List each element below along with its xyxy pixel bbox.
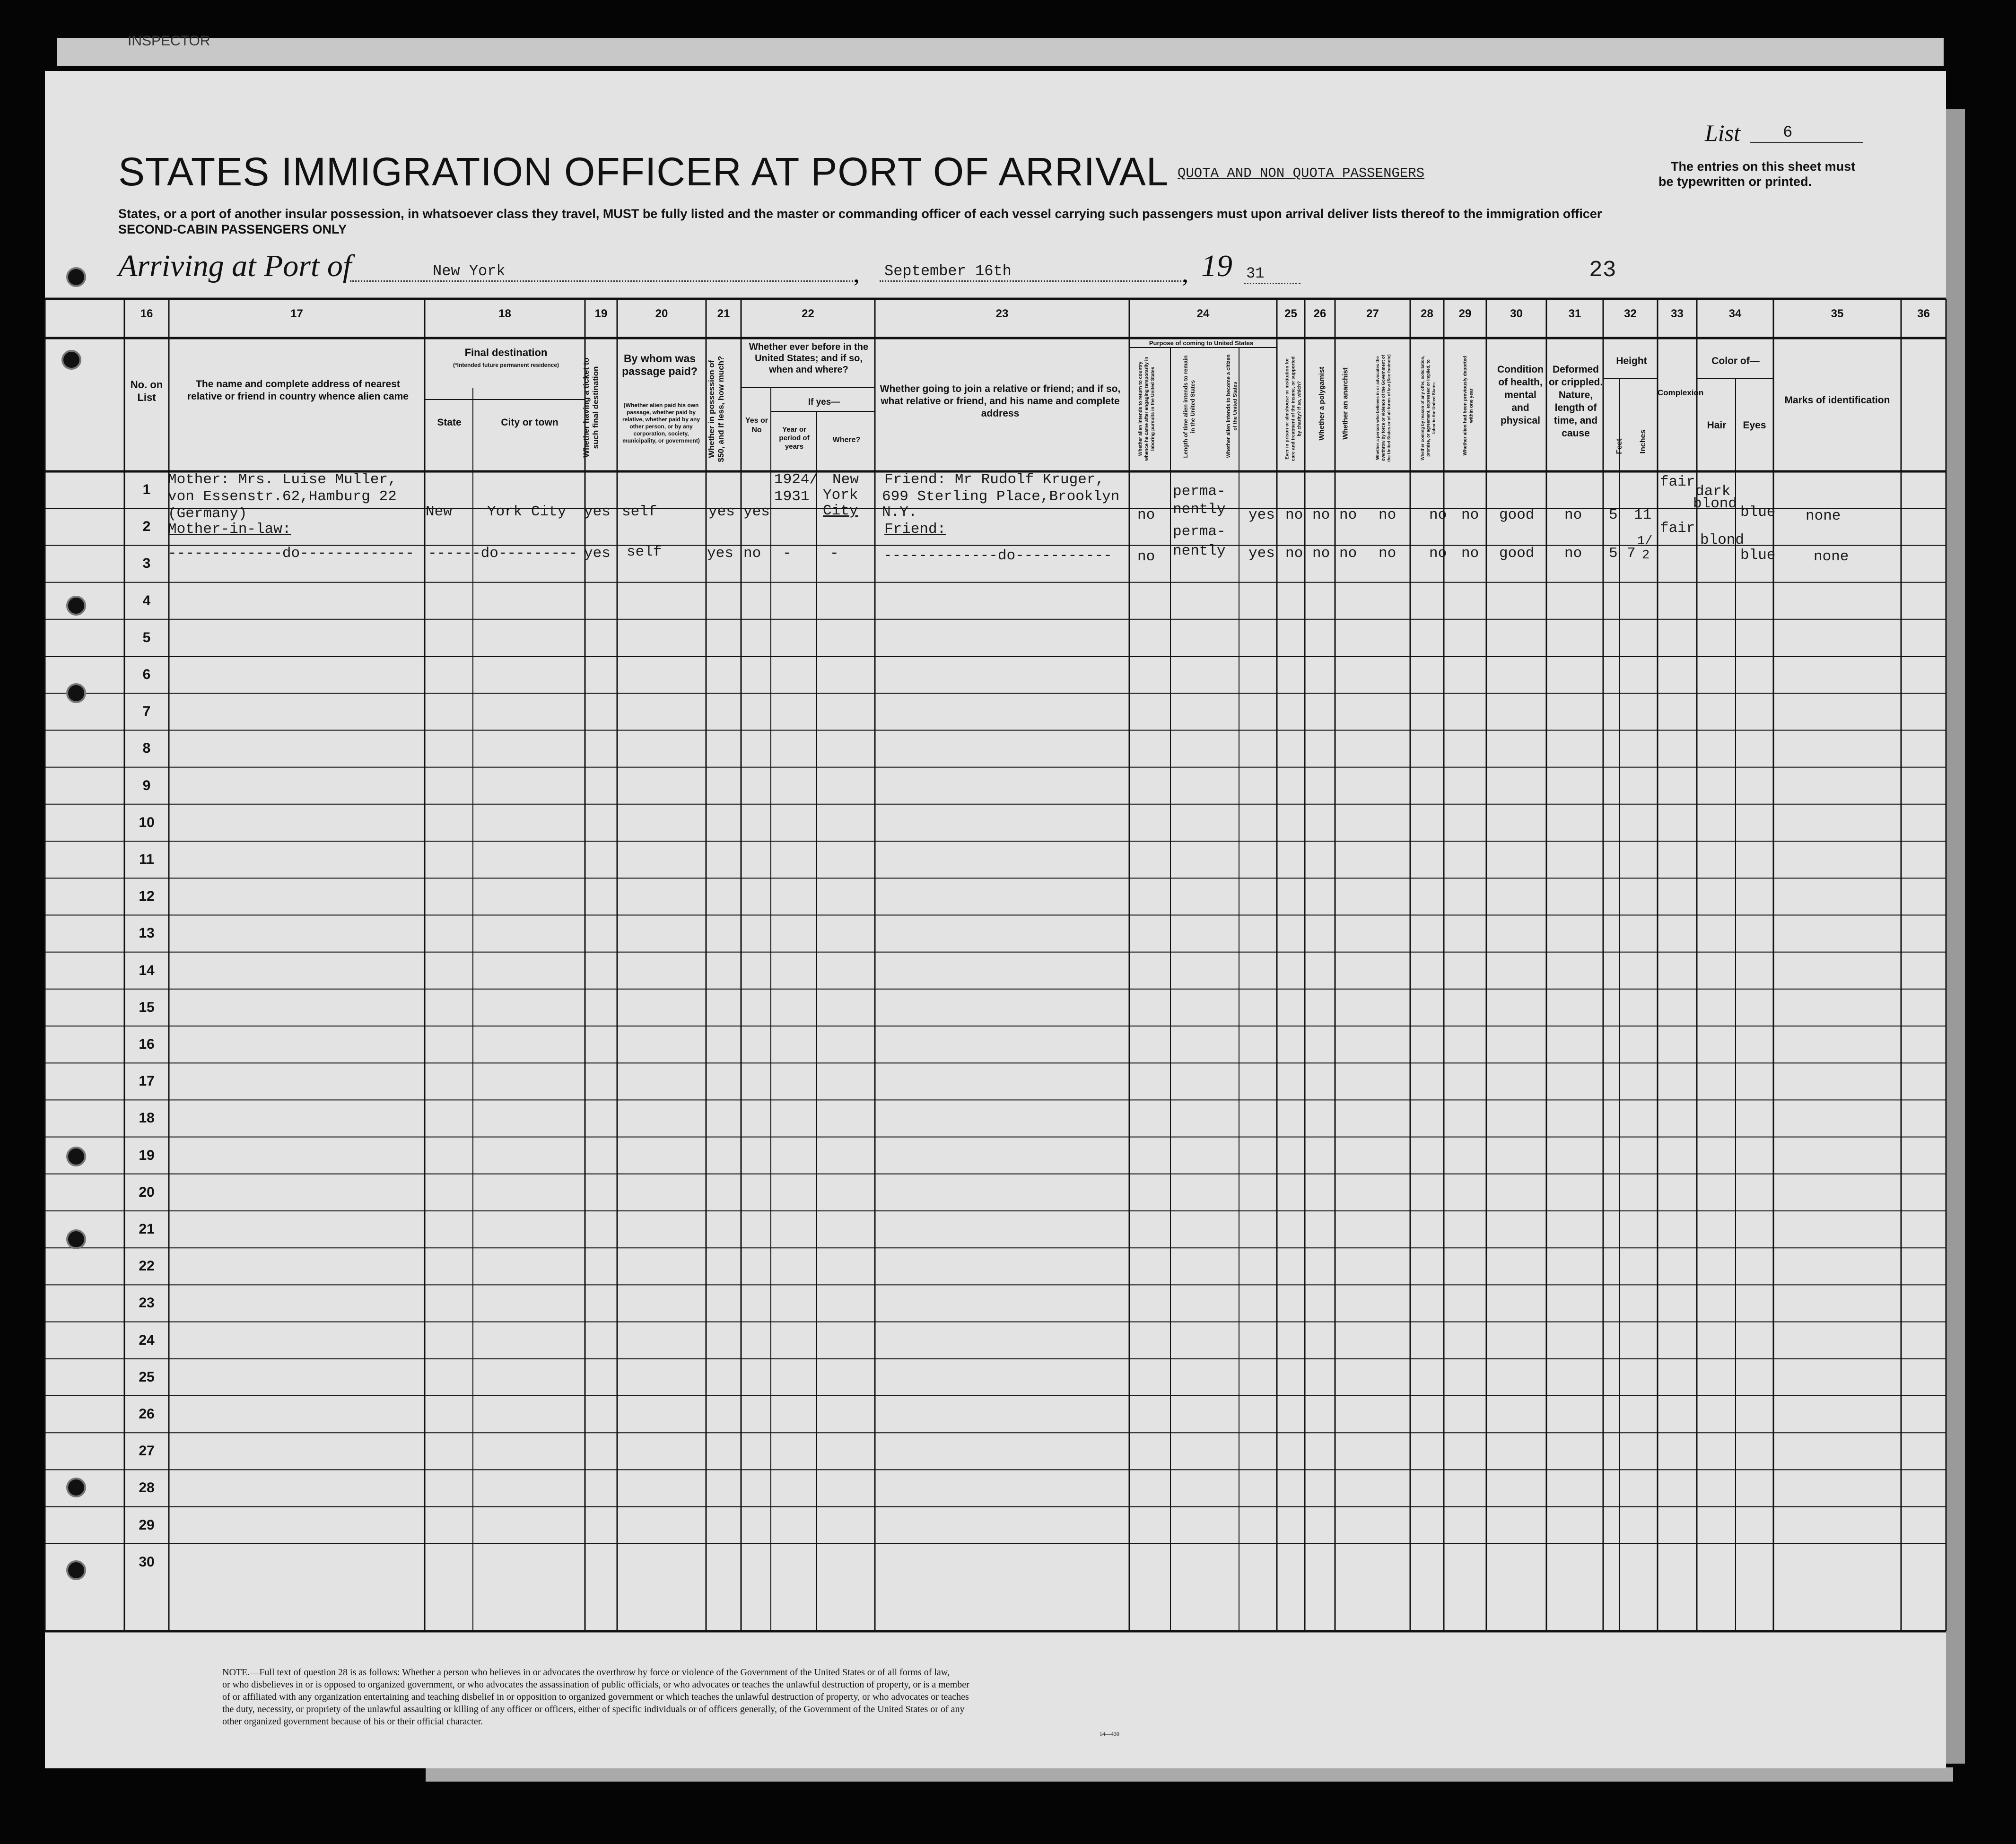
row1-join-2: 699 Sterling Place,Brooklyn (882, 488, 1120, 505)
binder-hole-icon (66, 1229, 86, 1249)
row1-city: York City (487, 504, 567, 520)
row2-inches-frac-1: 1/ (1637, 534, 1653, 548)
row-number: 2 (142, 519, 151, 535)
column-number: 29 (1458, 307, 1472, 320)
column-number: 22 (802, 307, 814, 320)
binder-hole-icon (66, 683, 86, 703)
row2-relative-line2: -------------do------------- (168, 545, 414, 562)
row2-citizen: yes (1248, 545, 1275, 562)
row-number: 11 (139, 852, 154, 867)
footnote-line-5: other organized government because of his or their official character. (222, 1716, 483, 1727)
arriving-label: Arriving at Port of (118, 249, 352, 283)
header-state: State (437, 417, 462, 428)
header-height: Height (1616, 356, 1647, 366)
row2-anarchist: no (1339, 545, 1357, 562)
row1-contract: no (1429, 507, 1447, 523)
row1-relative-line2: von Essenstr.62,Hamburg 22 (168, 488, 397, 505)
row-number: 13 (139, 925, 155, 941)
header-deported: Whether alien had been previously deported within one year (1463, 356, 1474, 456)
row-number: 15 (139, 999, 155, 1015)
row1-eyes: blue (1740, 504, 1776, 521)
column-number: 19 (594, 307, 608, 320)
row2-hair: blond (1700, 532, 1745, 548)
row2-ticket: yes (584, 545, 611, 562)
row1-length-1: perma- (1173, 483, 1226, 500)
column-number: 23 (995, 307, 1009, 320)
header-feet: Feet (1615, 438, 1623, 454)
row1-deformed: no (1564, 507, 1582, 523)
row1-years-2: 1931 (774, 488, 810, 505)
column-number: 16 (140, 307, 153, 320)
binder-hole-icon (66, 1560, 86, 1580)
header-citizen: Whether alien intends to become a citizen of the United States (1226, 354, 1238, 458)
row-number: 23 (139, 1295, 155, 1311)
header-hair: Hair (1707, 420, 1727, 431)
binder-hole-icon (61, 350, 81, 370)
header-prison: Ever in prison or almshouse or institution for care and treatment of the insane, or supported by charity? If so, which? (1284, 356, 1302, 461)
footnote-line-3: of or affiliated with any organization entertaining and teaching disbelief in or opposition to organized government or which teaches the unlawful destruction of property, or who advocates or teaches (222, 1692, 969, 1702)
row1-where-2: York (823, 487, 858, 504)
header-if-yes: If yes— (808, 397, 840, 407)
row1-complexion: fair (1660, 474, 1695, 490)
header-color-of: Color of— (1711, 356, 1760, 366)
row2-feet: 5 (1609, 545, 1618, 562)
row-number: 16 (139, 1036, 155, 1052)
row2-eyes: blue (1740, 547, 1776, 564)
row1-anarchist: no (1339, 507, 1357, 523)
header-ticket: Whether having a ticket to such final destination (582, 357, 600, 458)
column-number: 21 (717, 307, 730, 320)
header-before-in-us: Whether ever before in the United States; and if so, when and where? (749, 342, 869, 375)
arrival-date: September 16th (884, 262, 1012, 280)
header-year-period: Year or period of years (779, 426, 810, 451)
header-purpose: Purpose of coming to United States (1149, 339, 1254, 347)
header-final-destination: Final destination (464, 347, 548, 358)
header-polygamist: Whether a polygamist (1318, 366, 1326, 441)
header-yes-no: Yes or No (745, 417, 768, 434)
typewriter-note-1: The entries on this sheet must (1671, 159, 1856, 174)
comma-2: , (1182, 261, 1188, 287)
header-overthrow: Whether a person who believes in or advocates the overthrow by force or violence of the Government of the United States or of all forms of law (See footnote) (1375, 354, 1391, 462)
row2-inches-whole: 7 (1627, 545, 1636, 562)
column-number: 32 (1624, 307, 1637, 320)
row1-length-2: nently (1173, 501, 1226, 518)
header-city: City or town (501, 417, 559, 428)
header-marks: Marks of identification (1784, 395, 1890, 406)
column-number: 24 (1196, 307, 1210, 320)
row2-length-2: nently (1173, 543, 1226, 559)
row1-relative-line3: (Germany) (168, 505, 247, 522)
row1-where-3: City (823, 503, 858, 519)
comma-1: , (854, 261, 860, 287)
typewriter-note-2: be typewritten or printed. (1658, 174, 1812, 189)
header-final-destination-note: (*Intended future permanent residence) (453, 362, 559, 368)
sheet-number: 23 (1589, 258, 1616, 283)
row1-hair-1: dark (1695, 483, 1731, 500)
row-number: 19 (139, 1147, 155, 1163)
instruction-text: States, or a port of another insular possession, in whatsoever class they travel, MUST be fully listed and the master or commanding officer of each vessel carrying such passengers must upon arrival deliver lists thereof to the immigration officer (118, 207, 1602, 221)
row-number: 24 (139, 1332, 155, 1348)
column-number: 20 (655, 307, 668, 320)
row-number: 21 (139, 1221, 155, 1237)
footnote-line-4: the duty, necessity, or propriety of the unlawful assaulting or killing of any officer or officers, either of specific individuals or of officers generally, of the Government of the United States or of any (222, 1704, 965, 1714)
row2-deformed: no (1564, 545, 1582, 562)
column-number: 34 (1728, 307, 1742, 320)
row2-prison: no (1285, 545, 1303, 562)
column-number: 17 (290, 307, 303, 320)
row-number: 14 (139, 962, 155, 978)
page-title: STATES IMMIGRATION OFFICER AT PORT OF ARRIVAL (118, 149, 1169, 194)
row1-join-1: Friend: Mr Rudolf Kruger, (884, 471, 1105, 488)
column-number: 36 (1917, 307, 1930, 320)
row-number: 26 (139, 1406, 155, 1422)
row2-overthrow: no (1379, 545, 1396, 562)
row1-prison: no (1285, 507, 1303, 523)
row-number: 25 (139, 1369, 155, 1385)
row1-health: good (1499, 507, 1535, 523)
row2-join-2: -------------do----------- (883, 548, 1112, 564)
row1-polygamist: no (1312, 507, 1330, 523)
header-fifty-dollars: Whether in possession of $50, and if less, how much? (707, 356, 725, 462)
row-number: 18 (139, 1110, 155, 1126)
port-name: New York (433, 262, 506, 280)
header-deformed: Deformed or crippled. Nature, length of time, and cause (1548, 364, 1603, 439)
row1-join-3: N.Y. (882, 504, 917, 521)
row2-contract: no (1429, 545, 1447, 562)
row-number: 8 (142, 740, 151, 757)
row2-join-1: Friend: (884, 521, 946, 538)
header-passage-paid: By whom was passage paid? (622, 352, 698, 377)
inspector-stamp: INSPECTOR (128, 33, 210, 49)
quota-heading: QUOTA AND NON QUOTA PASSENGERS (1178, 165, 1425, 181)
header-passage-note: (Whether alien paid his own passage, whether paid by relative, whether paid by any other person, or by any corporation, society, municipality, or government) (622, 402, 700, 444)
list-number: 6 (1783, 124, 1793, 142)
row-number: 7 (142, 704, 151, 720)
row1-overthrow: no (1379, 507, 1396, 523)
binder-hole-icon (66, 1478, 86, 1497)
row-number: 6 (142, 667, 151, 682)
row2-before: no (743, 545, 761, 562)
row2-state-city: ------do--------- (428, 545, 578, 562)
header-contract-labor: Whether coming by reason of any offer, solicitation, promise, or agreement, expressed or implied, to labor in the United States (1420, 356, 1436, 461)
row1-paid-by: self (622, 504, 657, 520)
row2-years: - (783, 545, 792, 562)
row1-citizen: yes (1248, 507, 1275, 523)
row1-ticket: yes (584, 504, 611, 520)
row2-relative-line1: Mother-in-law: (168, 521, 291, 538)
row1-before: yes (743, 504, 770, 520)
row-number: 28 (139, 1480, 155, 1496)
row1-hair-2: blond (1693, 496, 1737, 512)
header-length-stay: Length of time alien intends to remain in the United States (1182, 355, 1196, 458)
column-number: 25 (1284, 307, 1297, 320)
header-eyes: Eyes (1743, 420, 1766, 431)
row-number: 20 (139, 1184, 155, 1200)
header-join-relative: Whether going to join a relative or friend; and if so, what relative or friend, and his name and complete address (880, 383, 1121, 419)
row1-relative-line1: Mother: Mrs. Luise Muller, (168, 471, 397, 488)
row1-deported: no (1461, 507, 1479, 523)
column-number: 26 (1313, 307, 1327, 320)
row1-state: New (426, 504, 452, 520)
header-inches: Inches (1639, 429, 1647, 454)
binder-hole-icon (66, 1147, 86, 1166)
binder-hole-icon (66, 596, 86, 616)
row-number: 17 (139, 1073, 155, 1089)
row2-deported: no (1461, 545, 1479, 562)
row-number: 12 (139, 888, 155, 905)
row-number: 1 (142, 482, 151, 497)
row-number: 10 (139, 814, 155, 830)
row2-inches-frac-2: 2 (1642, 548, 1650, 563)
row-number: 22 (139, 1258, 155, 1274)
row1-years-1: 1924/ (774, 471, 819, 488)
header-relative: The name and complete address of nearest relative or friend in country whence alien came (187, 379, 409, 402)
binder-hole-icon (66, 267, 86, 287)
row1-marks: none (1806, 508, 1841, 524)
year-suffix: 31 (1246, 265, 1265, 282)
row1-fifty: yes (708, 504, 735, 520)
row-number: 9 (142, 777, 151, 793)
row1-where-1: New (832, 471, 859, 488)
row1-inches: 11 (1634, 507, 1652, 523)
column-number: 35 (1831, 307, 1844, 320)
list-label: List (1705, 120, 1741, 146)
row2-paid-by: self (627, 544, 662, 560)
column-number: 33 (1671, 307, 1684, 320)
year-prefix: 19 (1201, 249, 1232, 283)
footnote-line-1: NOTE.—Full text of question 28 is as follows: Whether a person who believes in or advocates the overthrow by force or violence of the Government of the United States or of all forms of law, (222, 1667, 950, 1678)
row2-return: no (1137, 548, 1155, 565)
header-where: Where? (832, 436, 861, 444)
column-number: 18 (498, 307, 511, 320)
row-number: 29 (139, 1517, 155, 1533)
header-return: Whether alien intends to return to country whence he came after engaging temporarily in laboring pursuits in the United States (1138, 357, 1156, 461)
row-number: 4 (142, 592, 151, 609)
column-number: 31 (1568, 307, 1581, 320)
row-number: 3 (142, 556, 151, 572)
row1-return: no (1137, 507, 1155, 523)
column-number: 28 (1421, 307, 1433, 320)
row2-health: good (1499, 545, 1535, 562)
row2-where: - (830, 545, 839, 562)
row2-marks: none (1814, 548, 1849, 565)
header-anarchist: Whether an anarchist (1341, 367, 1350, 440)
header-no-on-list: No. on List (130, 379, 163, 403)
row2-fifty: yes (707, 545, 733, 562)
row2-complexion: fair (1660, 520, 1695, 537)
cabin-class: SECOND-CABIN PASSENGERS ONLY (118, 222, 347, 236)
header-complexion: Complexion (1658, 388, 1704, 397)
form-number: 14—430 (1100, 1731, 1119, 1737)
row-number: 5 (142, 629, 151, 645)
row2-length-1: perma- (1173, 523, 1226, 540)
header-health: Condition of health, mental and physical (1497, 364, 1544, 426)
row1-feet: 5 (1609, 507, 1618, 523)
column-number: 27 (1366, 307, 1379, 320)
row-number: 27 (139, 1443, 155, 1459)
column-number: 30 (1510, 307, 1523, 320)
row2-polygamist: no (1312, 545, 1330, 562)
row-number: 30 (139, 1554, 155, 1570)
footnote-line-2: or who disbelieves in or is opposed to organized government, or who advocates the assassination of public officials, or who advocates or teaches the unlawful destruction of property, or is a member (222, 1679, 969, 1690)
